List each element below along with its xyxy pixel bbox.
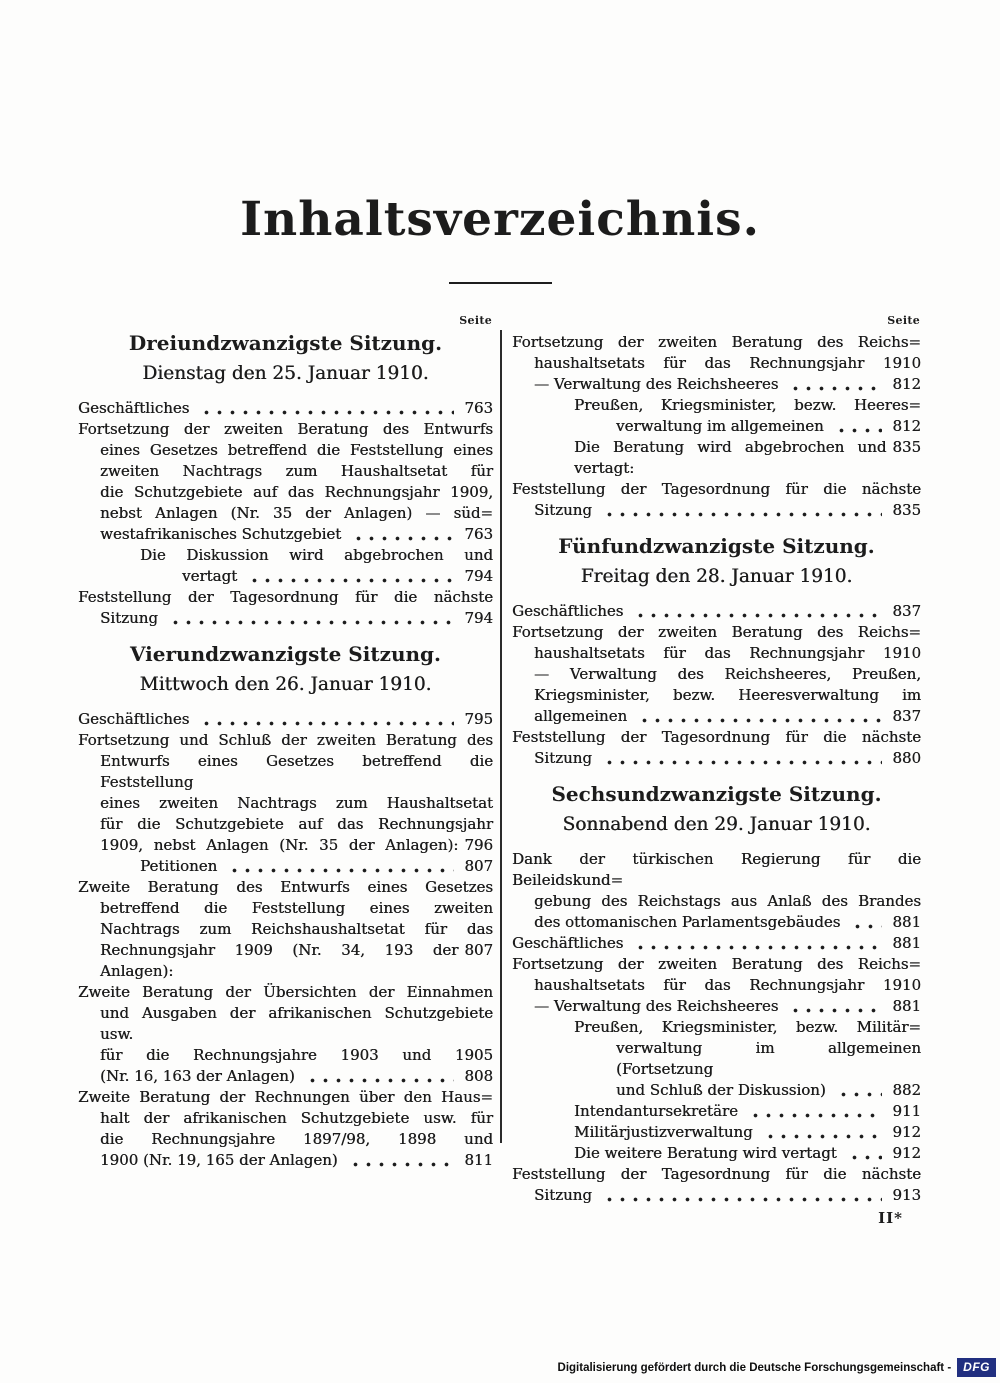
page-number: 880	[892, 749, 921, 767]
digitization-credit	[558, 1358, 996, 1377]
toc-line	[78, 461, 493, 482]
toc-line	[78, 709, 493, 730]
dot-leader	[849, 924, 882, 929]
toc-line-text: Sitzung	[534, 749, 592, 767]
toc-line	[78, 524, 493, 545]
page-number: 795	[464, 710, 493, 728]
page-number: 912	[892, 1144, 921, 1162]
toc-line	[512, 1038, 921, 1080]
toc-line-text: des ottomanischen Parlamentsgebäudes	[534, 913, 841, 931]
toc-entry	[512, 727, 921, 769]
toc-entry	[512, 1164, 921, 1206]
credit-text: Digitalisierung gefördert durch die Deutsche Forschungsgemeinschaft -	[557, 1361, 952, 1374]
toc-line-text: westafrikanisches Schutzgebiet	[100, 525, 342, 543]
dot-leader	[601, 760, 882, 765]
page-number: 835	[892, 438, 921, 456]
toc-line	[512, 1017, 921, 1038]
toc-line	[512, 891, 921, 912]
signature-mark: II*	[878, 1209, 903, 1227]
dot-leader	[350, 536, 454, 541]
section-title: Sechsundzwanzigste Sitzung.	[551, 782, 882, 806]
toc-entry	[512, 601, 921, 622]
toc-line-text: Fortsetzung und Schluß der zweiten Beratung des	[78, 731, 493, 749]
page-number: 763	[464, 399, 493, 417]
toc-entry	[78, 730, 493, 856]
toc-line	[512, 954, 921, 975]
dot-leader	[787, 1008, 882, 1013]
toc-entry	[512, 332, 921, 479]
toc-line-text: Entwurfs eines Gesetzes betreffend die Feststellung	[100, 752, 493, 791]
toc-line-text: vertagt	[182, 567, 238, 585]
dot-leader	[167, 620, 454, 625]
toc-line	[512, 1101, 921, 1122]
toc-column-right	[512, 314, 921, 1227]
toc-line	[512, 1164, 921, 1185]
toc-line-text: Nachtrags zum Reichshaushaltsetat für das	[100, 920, 493, 938]
toc-entry	[512, 954, 921, 1164]
toc-line-text: Feststellung der Tagesordnung für die nächste	[78, 588, 493, 606]
dot-leader	[601, 1197, 882, 1202]
toc-line-text: gebung des Reichstags aus Anlaß des Brandes	[534, 892, 921, 910]
toc-line-text: Geschäftliches	[78, 710, 190, 728]
toc-line-text: Sitzung	[100, 609, 158, 627]
page-number: 881	[892, 934, 921, 952]
dot-leader	[833, 428, 883, 433]
toc-entry	[78, 856, 493, 877]
column-header-seite: Seite	[887, 314, 920, 327]
toc-line	[78, 1003, 493, 1045]
toc-line	[78, 814, 493, 835]
dot-leader	[226, 868, 454, 873]
toc-line	[78, 898, 493, 919]
dot-leader	[198, 410, 454, 415]
toc-line-text: halt der afrikanischen Schutzgebiete usw. für	[100, 1109, 493, 1127]
toc-line	[78, 835, 493, 856]
page-number: 882	[892, 1081, 921, 1099]
page-number: 794	[464, 567, 493, 585]
dot-leader	[636, 718, 882, 723]
toc-entry	[78, 587, 493, 629]
section-title: Vierundzwanzigste Sitzung.	[130, 642, 441, 666]
dot-leader	[198, 721, 454, 726]
toc-right-content	[512, 332, 921, 1206]
toc-line-text: haushaltsetats für das Rechnungsjahr 1910	[534, 644, 921, 662]
toc-line	[78, 856, 493, 877]
toc-line	[512, 996, 921, 1017]
toc-line-text: Fortsetzung der zweiten Beratung des Reichs=	[512, 955, 921, 973]
page-number: 796	[464, 836, 493, 854]
toc-line	[78, 398, 493, 419]
toc-line-text: Geschäftliches	[512, 934, 624, 952]
toc-entry	[78, 877, 493, 982]
toc-line	[78, 982, 493, 1003]
toc-line	[512, 479, 921, 500]
page-number: 912	[892, 1123, 921, 1141]
toc-entry	[78, 982, 493, 1087]
page-number: 811	[464, 1151, 493, 1169]
toc-line-text: Rechnungsjahr 1909 (Nr. 34, 193 der Anlagen):	[100, 941, 459, 980]
dot-leader	[601, 512, 882, 517]
toc-line-text: — Verwaltung des Reichsheeres	[534, 997, 779, 1015]
toc-line	[512, 622, 921, 643]
toc-line	[512, 395, 921, 416]
toc-line	[512, 706, 921, 727]
toc-entry	[512, 479, 921, 521]
toc-line	[512, 685, 921, 706]
toc-line	[78, 440, 493, 461]
toc-line	[78, 751, 493, 793]
toc-line	[78, 545, 493, 566]
dot-leader	[632, 613, 882, 618]
toc-line-text: Sitzung	[534, 501, 592, 519]
page-number: 812	[892, 417, 921, 435]
toc-line	[78, 730, 493, 751]
section-title: Fünfundzwanzigste Sitzung.	[558, 534, 875, 558]
toc-entry	[512, 622, 921, 727]
toc-line-text: — Verwaltung des Reichsheeres, Preußen,	[534, 665, 921, 683]
toc-line	[512, 727, 921, 748]
toc-section	[78, 643, 493, 696]
toc-line-text: und Schluß der Diskussion)	[616, 1081, 826, 1099]
page-number: 794	[464, 609, 493, 627]
page-number: 837	[892, 602, 921, 620]
toc-line	[512, 748, 921, 769]
toc-line	[512, 500, 921, 521]
toc-line-text: haushaltsetats für das Rechnungsjahr 1910	[534, 976, 921, 994]
dfg-logo: DFG	[957, 1358, 996, 1377]
toc-entry	[512, 933, 921, 954]
toc-line	[78, 608, 493, 629]
toc-line-text: verwaltung im allgemeinen (Fortsetzung	[616, 1039, 921, 1078]
toc-line	[512, 975, 921, 996]
toc-line-text: Fortsetzung der zweiten Beratung des Reichs=	[512, 333, 921, 351]
toc-entry	[78, 545, 493, 587]
toc-line-text: haushaltsetats für das Rechnungsjahr 1910	[534, 354, 921, 372]
toc-entry	[512, 849, 921, 933]
toc-line	[78, 503, 493, 524]
toc-line-text: Zweite Beratung des Entwurfs eines Gesetzes	[78, 878, 493, 896]
toc-line	[512, 374, 921, 395]
toc-line-text: Zweite Beratung der Rechnungen über den Haus=	[78, 1088, 493, 1106]
toc-line	[78, 1129, 493, 1150]
title-rule	[449, 282, 552, 284]
toc-line	[78, 566, 493, 587]
toc-line	[512, 1185, 921, 1206]
page-number: 913	[892, 1186, 921, 1204]
toc-entry	[78, 398, 493, 419]
toc-line-text: zweiten Nachtrags zum Haushaltsetat für	[100, 462, 493, 480]
toc-line-text: Feststellung der Tagesordnung für die nächste	[512, 480, 921, 498]
toc-line-text: eines Gesetzes betreffend die Feststellung eines	[100, 441, 493, 459]
toc-line	[78, 919, 493, 940]
section-date: Freitag den 28. Januar 1910.	[580, 566, 853, 587]
dot-leader	[304, 1078, 455, 1083]
toc-section	[78, 332, 493, 385]
page-number: 763	[464, 525, 493, 543]
toc-line-text: allgemeinen	[534, 707, 628, 725]
toc-line-text: Feststellung der Tagesordnung für die nächste	[512, 1165, 921, 1183]
toc-line-text: verwaltung im allgemeinen	[616, 417, 824, 435]
toc-line-text: Intendantursekretäre	[574, 1102, 738, 1120]
toc-line-text: Kriegsminister, bezw. Heeresverwaltung im	[534, 686, 921, 704]
page-number: 835	[892, 501, 921, 519]
toc-line	[78, 1087, 493, 1108]
toc-line-text: die Schutzgebiete auf das Rechnungsjahr 1909,	[100, 483, 493, 501]
toc-line-text: 1900 (Nr. 19, 165 der Anlagen)	[100, 1151, 338, 1169]
dot-leader	[846, 1155, 883, 1160]
toc-section	[512, 535, 921, 588]
dot-leader	[835, 1092, 883, 1097]
toc-line	[512, 353, 921, 374]
toc-line-text: eines zweiten Nachtrags zum Haushaltsetat	[100, 794, 493, 812]
toc-line	[512, 1080, 921, 1101]
toc-line	[512, 643, 921, 664]
toc-line	[512, 1122, 921, 1143]
toc-line	[512, 416, 921, 437]
toc-line	[78, 877, 493, 898]
toc-line	[78, 940, 493, 982]
column-header-seite: Seite	[459, 314, 492, 327]
toc-line	[512, 664, 921, 685]
toc-line	[78, 793, 493, 814]
toc-line-text: für die Rechnungsjahre 1903 und 1905	[100, 1046, 493, 1064]
toc-line	[78, 419, 493, 440]
toc-line-text: Geschäftliches	[512, 602, 624, 620]
dot-leader	[347, 1162, 455, 1167]
toc-column-left	[78, 314, 493, 1171]
toc-entry	[78, 419, 493, 545]
toc-line-text: und Ausgaben der afrikanischen Schutzgebiete usw.	[100, 1004, 493, 1043]
toc-line	[512, 849, 921, 891]
column-divider	[500, 330, 502, 1143]
page-number: 881	[892, 913, 921, 931]
toc-line-text: nebst Anlagen (Nr. 35 der Anlagen) — süd=	[100, 504, 493, 522]
toc-section	[512, 783, 921, 836]
toc-line-text: betreffend die Feststellung eines zweiten	[100, 899, 493, 917]
section-date: Dienstag den 25. Januar 1910.	[142, 363, 429, 384]
toc-line-text: Dank der türkischen Regierung für die Beileidskund=	[512, 850, 921, 889]
toc-line-text: Militärjustizverwaltung	[574, 1123, 753, 1141]
section-date: Mittwoch den 26. Januar 1910.	[139, 674, 432, 695]
section-title: Dreiundzwanzigste Sitzung.	[128, 331, 443, 355]
toc-line	[512, 437, 921, 479]
toc-line	[512, 601, 921, 622]
page-number: 837	[892, 707, 921, 725]
section-date: Sonnabend den 29. Januar 1910.	[562, 814, 871, 835]
toc-left-content	[78, 332, 493, 1171]
toc-line-text: Petitionen	[140, 857, 218, 875]
toc-line	[78, 1066, 493, 1087]
toc-line-text: Die weitere Beratung wird vertagt	[574, 1144, 837, 1162]
toc-line-text: Feststellung der Tagesordnung für die nächste	[512, 728, 921, 746]
toc-line	[78, 587, 493, 608]
toc-line-text: Die Diskussion wird abgebrochen und	[140, 546, 493, 564]
dot-leader	[762, 1134, 883, 1139]
toc-line-text: die Rechnungsjahre 1897/98, 1898 und	[100, 1130, 493, 1148]
page-title: Inhaltsverzeichnis.	[240, 192, 760, 247]
toc-line-text: — Verwaltung des Reichsheeres	[534, 375, 779, 393]
toc-line	[78, 1045, 493, 1066]
toc-line-text: Zweite Beratung der Übersichten der Einnahmen	[78, 983, 493, 1001]
toc-line-text: Die Beratung wird abgebrochen und vertagt:	[574, 438, 887, 477]
toc-line-text: (Nr. 16, 163 der Anlagen)	[100, 1067, 295, 1085]
toc-line-text: Preußen, Kriegsminister, bezw. Heeres=	[574, 396, 921, 414]
page-number: 881	[892, 997, 921, 1015]
dot-leader	[747, 1113, 882, 1118]
toc-line-text: Preußen, Kriegsminister, bezw. Militär=	[574, 1018, 921, 1036]
toc-line	[78, 482, 493, 503]
page-number: 911	[892, 1102, 921, 1120]
toc-entry	[78, 709, 493, 730]
toc-line-text: 1909, nebst Anlagen (Nr. 35 der Anlagen):	[100, 836, 459, 854]
toc-line-text: Fortsetzung der zweiten Beratung des Reichs=	[512, 623, 921, 641]
toc-line-text: Geschäftliches	[78, 399, 190, 417]
toc-line	[512, 912, 921, 933]
page-number: 807	[464, 941, 493, 959]
page-number: 807	[464, 857, 493, 875]
toc-line-text: für die Schutzgebiete auf das Rechnungsjahr	[100, 815, 493, 833]
toc-line	[78, 1150, 493, 1171]
dot-leader	[787, 386, 882, 391]
toc-line-text: Sitzung	[534, 1186, 592, 1204]
toc-line	[512, 933, 921, 954]
toc-line	[78, 1108, 493, 1129]
dot-leader	[246, 578, 454, 583]
page-number: 808	[464, 1067, 493, 1085]
toc-line	[512, 1143, 921, 1164]
page-number: 812	[892, 375, 921, 393]
dot-leader	[632, 945, 882, 950]
toc-line	[512, 332, 921, 353]
toc-entry	[78, 1087, 493, 1171]
toc-line-text: Fortsetzung der zweiten Beratung des Entwurfs	[78, 420, 493, 438]
